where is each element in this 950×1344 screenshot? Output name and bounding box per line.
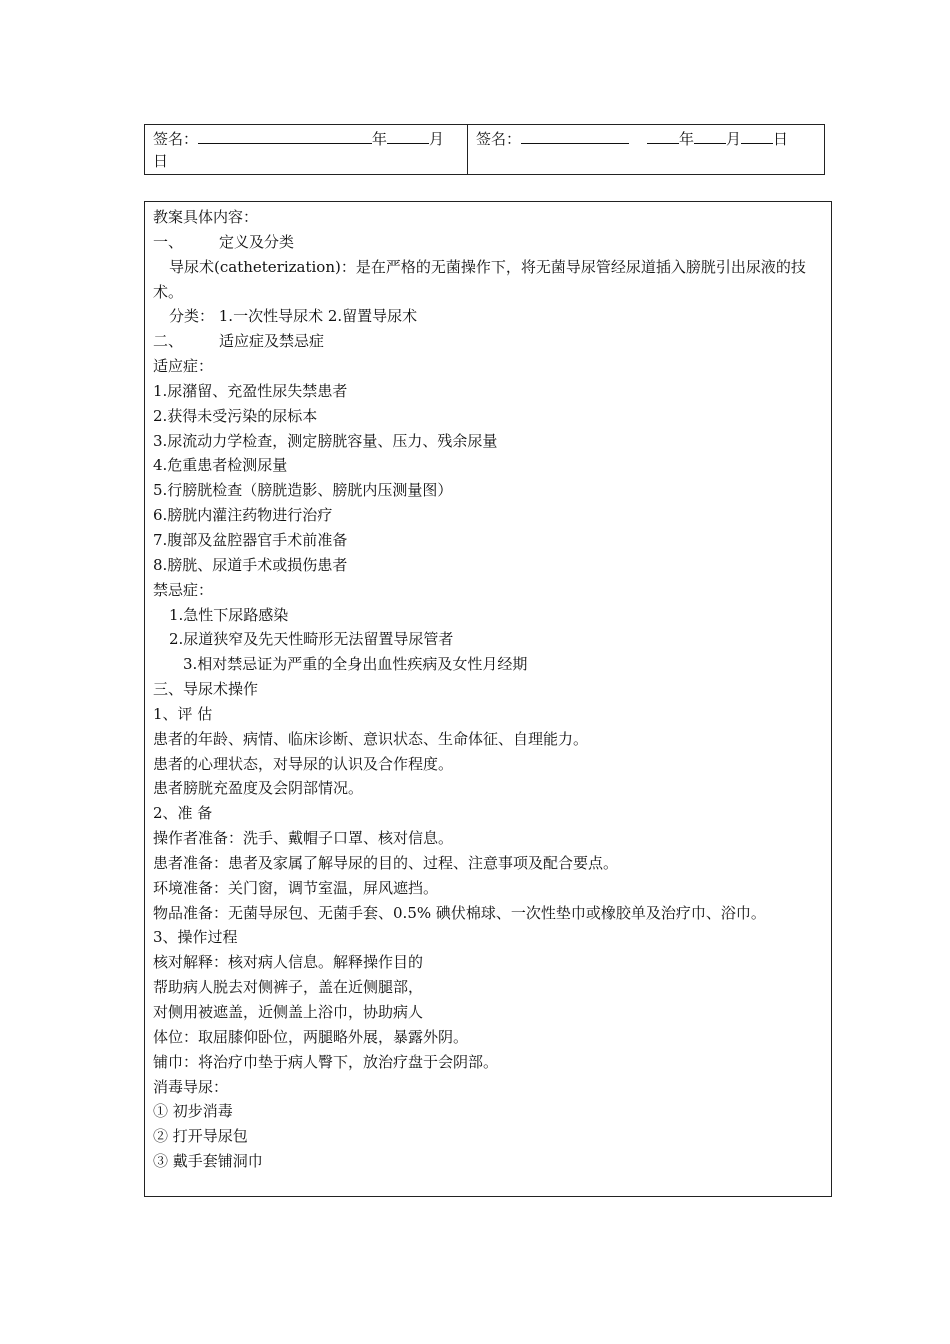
- list-item: 体位：取屈膝仰卧位，两腿略外展，暴露外阴。: [153, 1027, 469, 1046]
- content-heading: 教案具体内容：: [153, 208, 259, 226]
- definition-text: 导尿术(catheterization)：是在严格的无菌操作下，将无菌导尿管经尿道插入膀胱引出尿液的技术。: [153, 257, 806, 301]
- month-label: 月: [726, 130, 742, 148]
- list-item: 3.相对禁忌证为严重的全身出血性疾病及女性月经期: [183, 655, 528, 674]
- signature-cell-right: [468, 125, 824, 174]
- signature-table: [144, 124, 825, 175]
- day-blank: [741, 129, 773, 144]
- month-label: 月: [429, 130, 445, 148]
- year-label: 年: [679, 130, 695, 148]
- subsection-heading: 3、操作过程: [153, 928, 238, 947]
- section-1-heading: [153, 230, 823, 255]
- list-item: 2.获得未受污染的尿标本: [153, 406, 318, 425]
- list-item: 4.危重患者检测尿量: [153, 456, 288, 475]
- list-item: 帮助病人脱去对侧裤子，盖在近侧腿部，: [153, 978, 424, 997]
- signature-label: 签名：: [153, 130, 199, 148]
- list-item: 患者准备：患者及家属了解导尿的目的、过程、注意事项及配合要点。: [153, 853, 619, 872]
- list-item: 5.行膀胱检查（膀胱造影、膀胱内压测量图）: [153, 481, 453, 500]
- list-item: 患者的心理状态，对导尿的认识及合作程度。: [153, 754, 454, 773]
- subsection-heading: 1、评 估: [153, 704, 213, 723]
- section-2-heading: [153, 329, 823, 354]
- list-item: ② 打开导尿包: [153, 1127, 248, 1146]
- list-item: 1.急性下尿路感染: [169, 605, 289, 624]
- list-item: 核对解释：核对病人信息。解释操作目的: [153, 953, 424, 972]
- list-item: 1.尿潴留、充盈性尿失禁患者: [153, 381, 348, 400]
- day-label: 日: [153, 152, 169, 170]
- section-number: 二、: [153, 332, 184, 351]
- list-item: ③ 戴手套铺洞巾: [153, 1152, 263, 1171]
- section-number: 一、: [153, 232, 184, 251]
- section-title: 适应症及禁忌症: [219, 332, 325, 351]
- year-blank: [647, 129, 679, 144]
- section-title: 定义及分类: [219, 232, 295, 251]
- list-item: 6.膀胱内灌注药物进行治疗: [153, 506, 333, 525]
- section-3-heading: 三、导尿术操作: [153, 680, 259, 699]
- subsection-heading: 2、准 备: [153, 804, 213, 823]
- lesson-content-box: [144, 201, 832, 1197]
- year-label: 年: [372, 130, 388, 148]
- list-item: 3.尿流动力学检查，测定膀胱容量、压力、残余尿量: [153, 431, 498, 450]
- signature-cell-left: [145, 125, 468, 174]
- month-blank: [694, 129, 726, 144]
- signature-blank: [198, 129, 372, 144]
- list-item: 8.膀胱、尿道手术或损伤患者: [153, 555, 348, 574]
- indications-title: 适应症：: [153, 357, 214, 376]
- list-item: ① 初步消毒: [153, 1102, 233, 1121]
- list-item: 患者膀胱充盈度及会阴部情况。: [153, 779, 364, 798]
- list-item: 2.尿道狭窄及先天性畸形无法留置导尿管者: [169, 630, 454, 649]
- list-item: 环境准备：关门窗，调节室温，屏风遮挡。: [153, 878, 439, 897]
- list-item: 铺巾：将治疗巾垫于病人臀下，放治疗盘于会阴部。: [153, 1052, 499, 1071]
- classification-text: 分类： 1.一次性导尿术 2.留置导尿术: [169, 307, 418, 326]
- list-item: 患者的年龄、病情、临床诊断、意识状态、生命体征、自理能力。: [153, 729, 589, 748]
- year-blank: [387, 129, 429, 144]
- list-item: 7.腹部及盆腔器官手术前准备: [153, 530, 348, 549]
- list-item: 物品准备：无菌导尿包、无菌手套、0.5% 碘伏棉球、一次性垫巾或橡胶单及治疗巾、浴巾。: [153, 903, 766, 922]
- list-item: 对侧用被遮盖，近侧盖上浴巾，协助病人: [153, 1003, 424, 1021]
- list-item: 操作者准备：洗手、戴帽子口罩、核对信息。: [153, 829, 454, 848]
- day-label: 日: [773, 130, 789, 148]
- signature-blank: [521, 129, 629, 144]
- signature-label: 签名：: [476, 130, 522, 148]
- contraindications-title: 禁忌症：: [153, 580, 214, 599]
- list-item: 消毒导尿：: [153, 1077, 229, 1096]
